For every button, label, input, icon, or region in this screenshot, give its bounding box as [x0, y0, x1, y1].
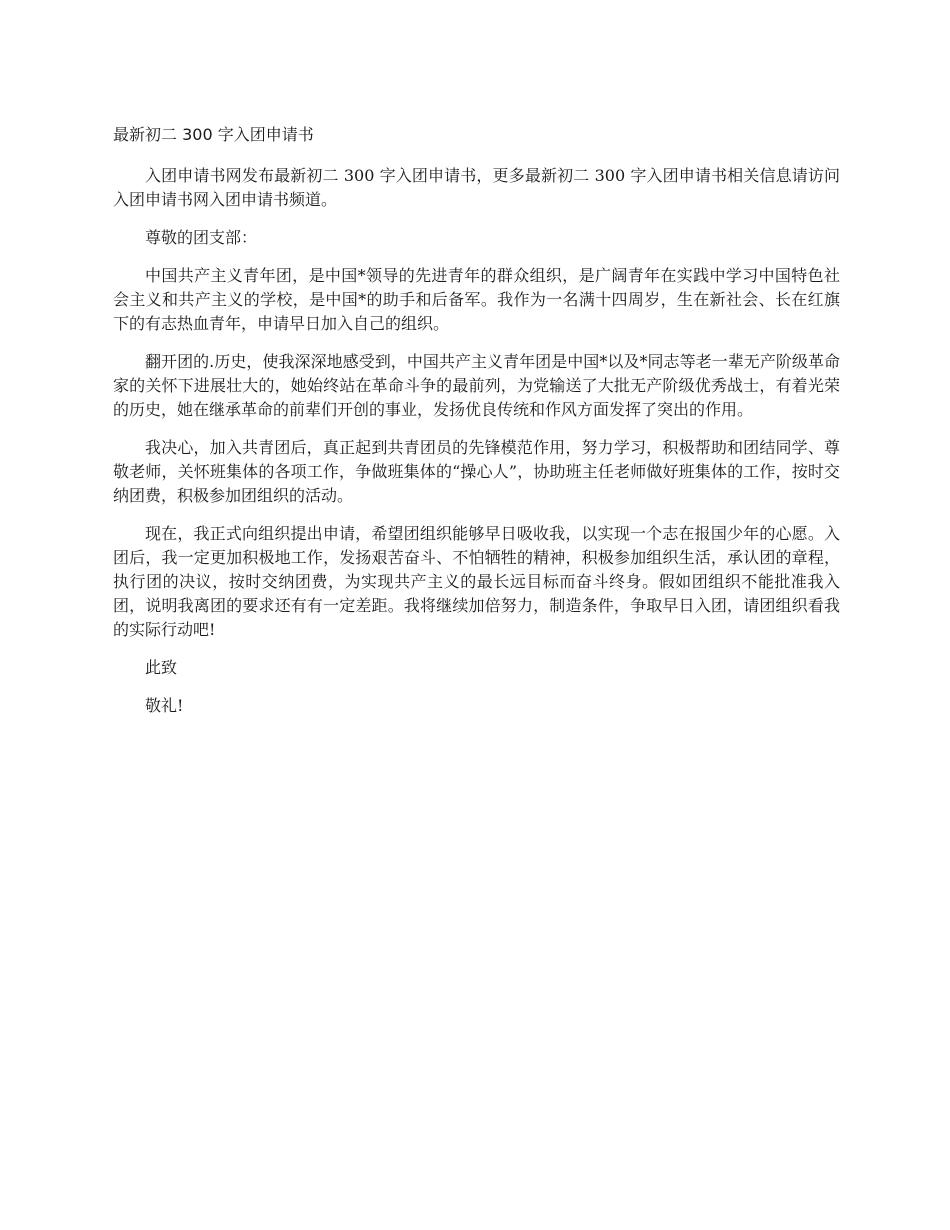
body-paragraph-4: 现在，我正式向组织提出申请，希望团组织能够早日吸收我，以实现一个志在报国少年的心愿。入团后，我一定更加积极地工作，发扬艰苦奋斗、不怕牺牲的精神，积极参加组织生活，承认团的章程，执行团的决议，按时交纳团费，为实现共产主义的最长远目标而奋斗终身。假如团组织不能批准我入团，说明我离团的要求还有有一定差距。我将继续加倍努力，制造条件，争取早日入团，请团组织看我的实际行动吧!	[113, 524, 840, 639]
intro-paragraph: 入团申请书网发布最新初二 300 字入团申请书，更多最新初二 300 字入团申请书相关信息请访问入团申请书网入团申请书频道。	[113, 166, 840, 209]
closing-line: 此致	[145, 658, 178, 677]
body-paragraph-3: 我决心，加入共青团后，真正起到共青团员的先锋模范作用，努力学习，积极帮助和团结同学、尊敬老师，关怀班集体的各项工作，争做班集体的“操心人”，协助班主任老师做好班集体的工作，按时交纳团费，积极参加团组织的活动。	[113, 438, 840, 505]
document-body	[113, 124, 840, 732]
salutation: 尊敬的团支部：	[145, 228, 258, 247]
body-paragraph-2: 翻开团的.历史，使我深深地感受到，中国共产主义青年团是中国*以及*同志等老一辈无产阶级革命家的关怀下进展壮大的，她始终站在革命斗争的最前列，为党输送了大批无产阶级优秀战士，有着光荣的历史，她在继承革命的前辈们开创的事业，发扬优良传统和作风方面发挥了突出的作用。	[113, 352, 840, 419]
document-title: 最新初二 300 字入团申请书	[113, 125, 314, 144]
closing-greeting: 敬礼!	[145, 696, 184, 715]
body-paragraph-1: 中国共产主义青年团，是中国*领导的先进青年的群众组织，是广阔青年在实践中学习中国特色社会主义和共产主义的学校，是中国*的助手和后备军。我作为一名满十四周岁，生在新社会、长在红旗下的有志热血青年，申请早日加入自己的组织。	[113, 266, 840, 333]
